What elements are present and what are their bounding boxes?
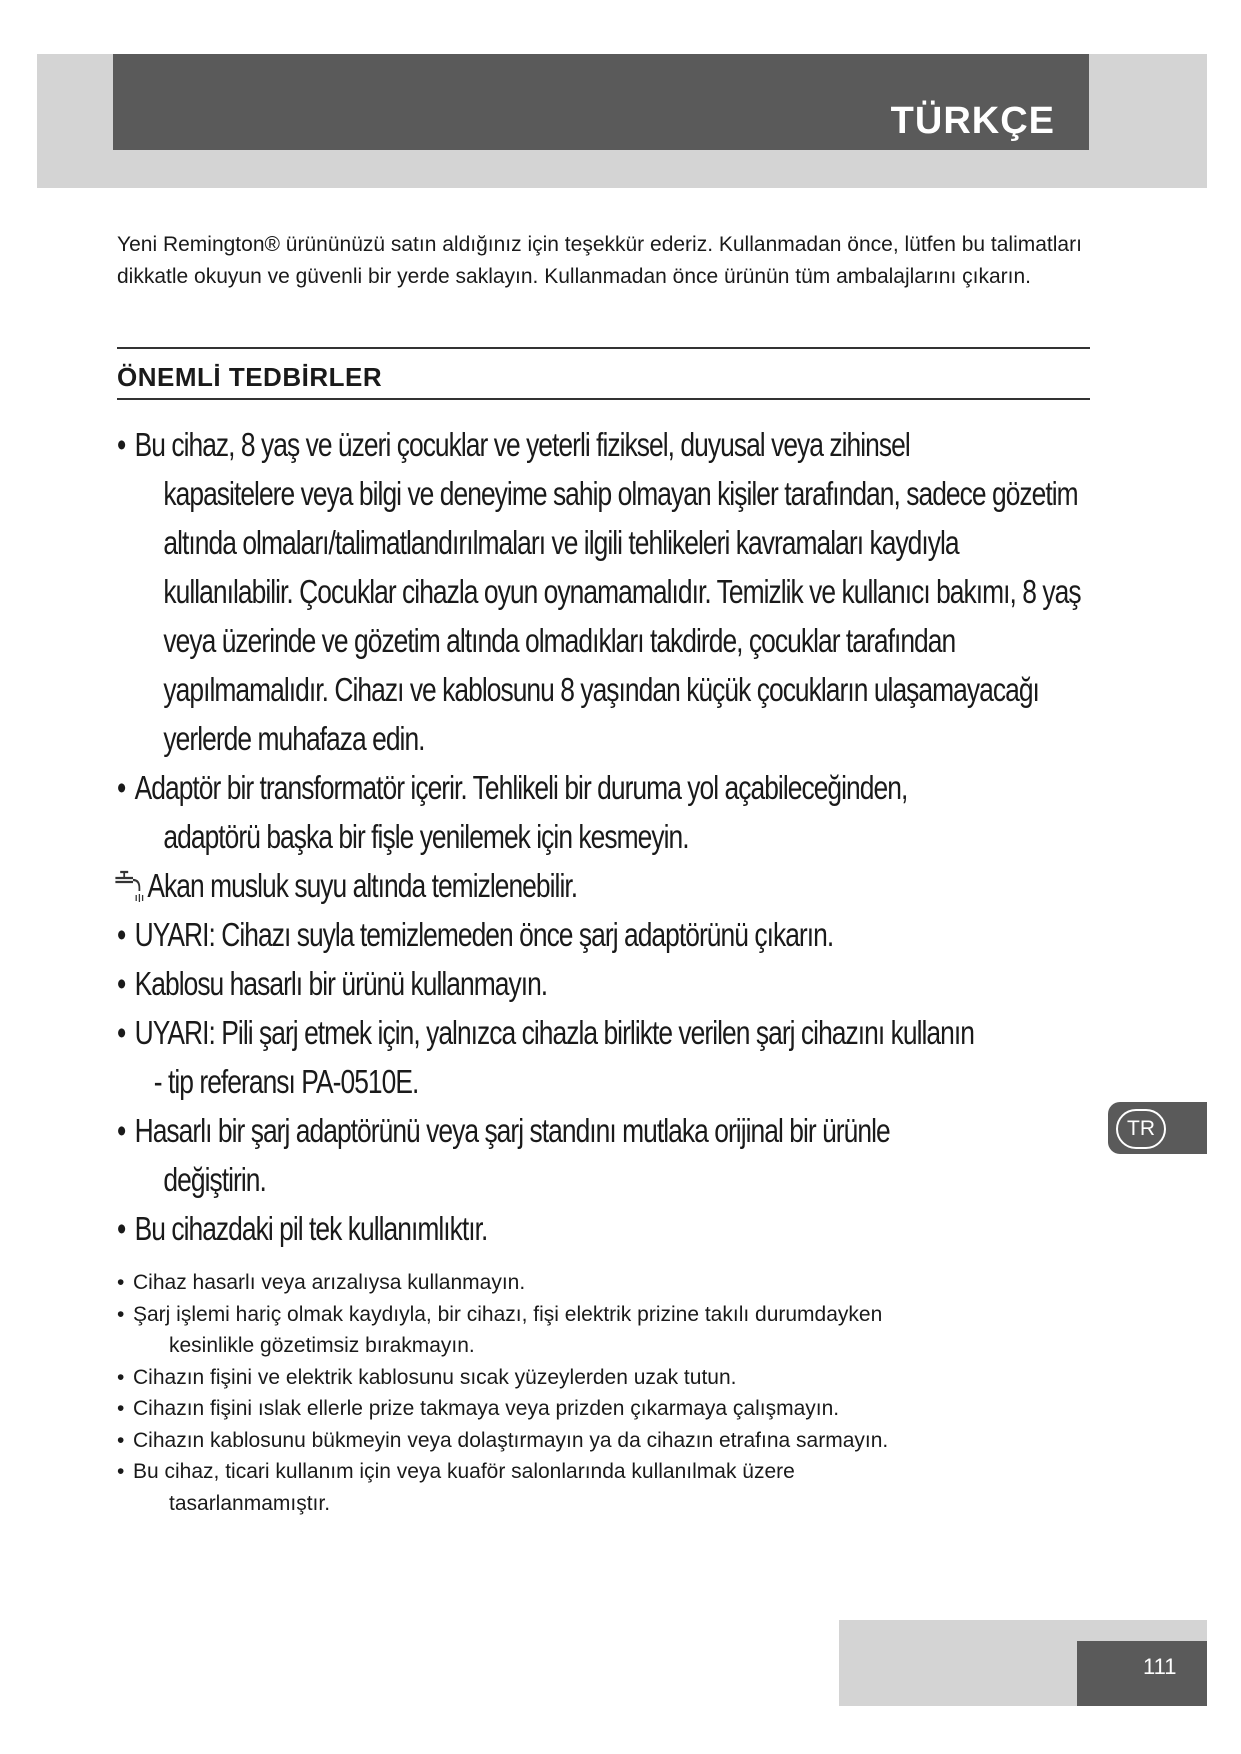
header-bar <box>113 54 1089 150</box>
list-item <box>117 910 1093 959</box>
list-item-text: Cihaz hasarlı veya arızalıysa kullanmayın. <box>133 1271 526 1294</box>
language-tab <box>1108 1102 1207 1154</box>
section-title: ÖNEMLİ TEDBİRLER <box>117 362 383 392</box>
list-item <box>117 1106 1093 1204</box>
list-item <box>117 1393 1087 1425</box>
list-item-continuation: tasarlanmamıştır. <box>169 1491 331 1515</box>
list-item-continuation: kapasitelere veya bilgi ve deneyime sahip olmayan kişiler tarafından, sadece gözetim altında olmaları/talimatlandırılmaları ve ilgili tehlikeleri kavramaları kaydıyla kullanılabilir. Çocuklar cihazla oyun oynamamalıdır. Temizlik ve kullanıcı bakımı, 8 yaş veya üzerinde ve gözetim altında olmadıkları takdirde, çocuklar tarafından yapılmamalıdır. Cihazı ve kablosunu 8 yaşından küçük çocukların ulaşamayacağı yerlerde muhafaza edin. <box>163 475 1081 757</box>
important-precautions-list <box>117 420 1093 1253</box>
list-item-continuation: değiştirin. <box>163 1161 266 1198</box>
section-top-rule <box>117 347 1090 349</box>
list-item-text: Cihazın kablosunu bükmeyin veya dolaştırmayın ya da cihazın etrafına sarmayın. <box>133 1428 889 1452</box>
tap-water-icon <box>112 869 144 903</box>
list-item <box>117 959 1093 1008</box>
list-item-text: Bu cihaz, ticari kullanım için veya kuaför salonlarında kullanılmak üzere <box>133 1460 795 1483</box>
section-bottom-rule <box>117 398 1090 400</box>
list-item-text: Akan musluk suyu altında temizlenebilir. <box>147 867 578 904</box>
list-item-text: Cihazın fişini ıslak ellerle prize takmaya veya prizden çıkarmaya çalışmayın. <box>133 1397 840 1420</box>
language-badge: TR <box>1116 1109 1166 1149</box>
page-number: 111 <box>1143 1654 1177 1679</box>
list-item <box>117 763 1093 861</box>
list-item <box>117 1267 1087 1299</box>
page-title: TÜRKÇE <box>890 100 1055 142</box>
list-item-text: Şarj işlemi hariç olmak kaydıyla, bir cihazı, fişi elektrik prizine takılı durumdayken <box>133 1302 883 1326</box>
list-item-continuation: - tip referansı PA-0510E. <box>153 1063 419 1100</box>
list-item-text: Bu cihaz, 8 yaş ve üzeri çocuklar ve yeterli fiziksel, duyusal veya zihinsel <box>134 426 910 463</box>
list-item-text: UYARI: Pili şarj etmek için, yalnızca cihazla birlikte verilen şarj cihazını kullanın <box>134 1014 974 1051</box>
list-item <box>117 1362 1087 1394</box>
list-item-text: Cihazın fişini ve elektrik kablosunu sıcak yüzeylerden uzak tutun. <box>133 1365 737 1389</box>
list-item <box>117 1299 1087 1362</box>
footer-page-box <box>1077 1641 1207 1706</box>
list-item-text: Bu cihazdaki pil tek kullanımlıktır. <box>134 1210 488 1247</box>
list-item <box>117 1425 1087 1457</box>
list-item <box>117 1204 1093 1253</box>
list-item-text: UYARI: Cihazı suyla temizlemeden önce şarj adaptörünü çıkarın. <box>134 916 834 953</box>
list-item <box>117 1456 1087 1519</box>
list-item <box>117 420 1093 763</box>
list-item-continuation: adaptörü başka bir fişle yenilemek için kesmeyin. <box>163 818 689 855</box>
list-item-text: Hasarlı bir şarj adaptörünü veya şarj standını mutlaka orijinal bir ürünle <box>134 1112 890 1149</box>
list-item <box>117 861 1093 910</box>
additional-precautions-list <box>117 1267 1087 1519</box>
list-item <box>117 1008 1093 1106</box>
intro-paragraph: Yeni Remington® ürününüzü satın aldığınız için teşekkür ederiz. Kullanmadan önce, lütfen bu talimatları dikkatle okuyun ve güvenli bir yerde saklayın. Kullanmadan önce ürünün tüm ambalajlarını çıkarın. <box>117 233 1082 288</box>
list-item-continuation: kesinlikle gözetimsiz bırakmayın. <box>169 1334 475 1357</box>
list-item-text: Adaptör bir transformatör içerir. Tehlikeli bir duruma yol açabileceğinden, <box>134 769 908 806</box>
list-item-text: Kablosu hasarlı bir ürünü kullanmayın. <box>134 965 548 1002</box>
